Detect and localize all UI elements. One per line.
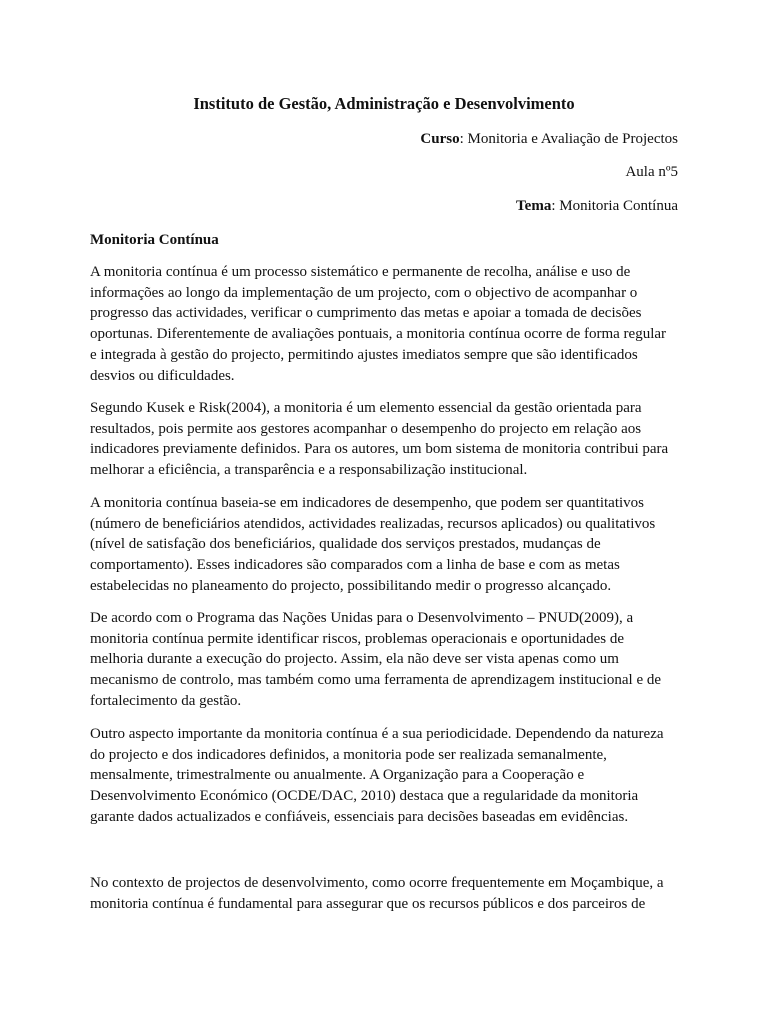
course-value: : Monitoria e Avaliação de Projectos: [459, 131, 678, 147]
topic-line: [90, 196, 678, 216]
paragraph-line: De acordo com o Programa das Nações Unidas para o Desenvolvimento – PNUD(2009), a: [90, 610, 634, 626]
course-line: [90, 129, 678, 149]
document-page: [90, 0, 678, 1024]
topic-value: : Monitoria Contínua: [551, 198, 678, 214]
paragraph-line: garante dados actualizados e confiáveis, essenciais para decisões baseadas em evidências.: [90, 808, 629, 825]
paragraph-6: [90, 873, 678, 914]
paragraph-line: monitoria contínua é fundamental para assegurar que os recursos públicos e dos parceiros de: [90, 895, 646, 912]
paragraph-line: do projecto e dos indicadores definidos, a monitoria pode ser realizada semanalmente,: [90, 746, 607, 763]
paragraph-line: indicadores previamente definidos. Para os autores, um bom sistema de monitoria contribui para: [90, 441, 669, 458]
paragraph-line: oportunas. Diferentemente de avaliações pontuais, a monitoria contínua ocorre de forma regular: [90, 326, 667, 343]
section-heading: Monitoria Contínua: [90, 232, 219, 248]
paragraph-line: resultados, pois permite aos gestores acompanhar o desempenho do projecto em relação aos: [90, 420, 642, 437]
paragraph-2: [90, 398, 678, 481]
paragraph-line: melhoria durante a execução do projecto. Assim, ela não deve ser vista apenas como um: [90, 651, 619, 668]
paragraph-line: A monitoria contínua baseia-se em indicadores de desempenho, que podem ser quantitativos: [90, 495, 645, 511]
paragraph-line: (número de beneficiários atendidos, actividades realizadas, recursos aplicados) ou qualitativos: [90, 515, 656, 532]
course-label: Curso: [420, 131, 460, 147]
paragraph-line: monitoria contínua permite identificar riscos, problemas operacionais e oportunidades de: [90, 630, 624, 647]
paragraph-line: Outro aspecto importante da monitoria contínua é a sua periodicidade. Dependendo da natureza: [90, 726, 664, 742]
paragraph-1: [90, 262, 678, 386]
paragraph-line: Segundo Kusek e Risk(2004), a monitoria é um elemento essencial da gestão orientada para: [90, 400, 642, 416]
paragraph-line: melhorar a eficiência, a transparência e a responsabilização institucional.: [90, 462, 528, 479]
paragraph-line: No contexto de projectos de desenvolvimento, como ocorre frequentemente em Moçambique, a: [90, 875, 664, 891]
paragraph-3: [90, 493, 678, 597]
topic-label: Tema: [516, 198, 552, 214]
paragraph-line: comportamento). Esses indicadores são comparados com a linha de base e com as metas: [90, 557, 620, 574]
paragraph-line: Desenvolvimento Económico (OCDE/DAC, 2010) destaca que a regularidade da monitoria: [90, 788, 639, 805]
paragraph-4: [90, 608, 678, 712]
lesson-number: Aula nº5: [625, 164, 678, 180]
paragraph-line: A monitoria contínua é um processo sistemático e permanente de recolha, análise e uso de: [90, 264, 631, 280]
paragraph-line: mensalmente, trimestralmente ou anualmente. A Organização para a Cooperação e: [90, 767, 585, 784]
paragraph-line: informações ao longo da implementação de um projecto, com o objectivo de acompanhar o: [90, 284, 638, 301]
paragraph-5: [90, 724, 678, 828]
paragraph-line: (nível de satisfação dos beneficiários, qualidade dos serviços prestados, mudanças de: [90, 536, 601, 553]
paragraph-line: fortalecimento da gestão.: [90, 692, 242, 709]
document-title: Instituto de Gestão, Administração e Desenvolvimento: [193, 94, 575, 113]
paragraph-line: e integrada à gestão do projecto, permitindo ajustes imediatos sempre que são identificados: [90, 346, 638, 363]
paragraph-line: mecanismo de controlo, mas também como uma ferramenta de aprendizagem institucional e de: [90, 672, 662, 689]
paragraph-line: desvios ou dificuldades.: [90, 367, 235, 384]
paragraph-line: estabelecidas no planeamento do projecto, possibilitando medir o progresso alcançado.: [90, 577, 612, 594]
paragraph-line: progresso das actividades, verificar o cumprimento das metas e apoiar a tomada de decisões: [90, 305, 642, 322]
